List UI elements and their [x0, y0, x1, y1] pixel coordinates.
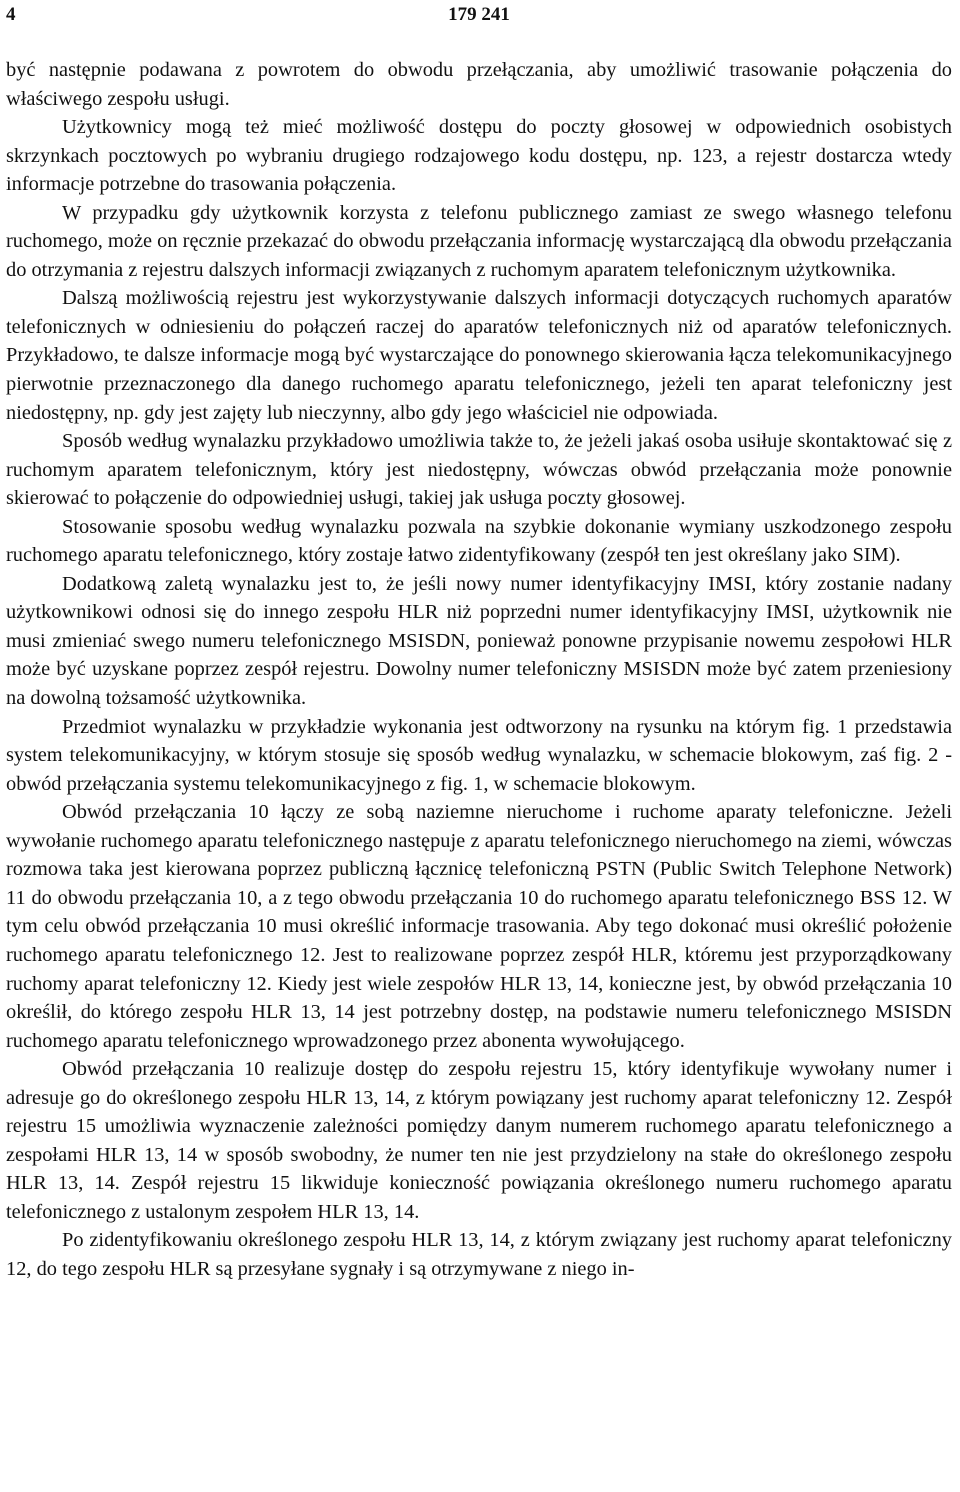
paragraph: być następnie podawana z powrotem do obwodu przełączania, aby umożliwić trasowanie połączenia do właściwego zespołu usługi.	[6, 59, 952, 110]
paragraph: Stosowanie sposobu według wynalazku pozwala na szybkie dokonanie wymiany uszkodzonego zespołu ruchomego aparatu telefonicznego, który zostaje łatwo zidentyfikowany (zespół ten jest określany jako SIM).	[6, 515, 952, 567]
document-page	[6, 0, 952, 1284]
paragraph: Dalszą możliwością rejestru jest wykorzystywanie dalszych informacji dotyczących ruchomych aparatów telefonicznych w odniesieniu do połączeń raczej do aparatów telefonicznych niż od aparatów telefonicznych. Przykładowo, te dalsze informacje mogą być wystarczające do ponownego skierowania łącza telekomunikacyjnego pierwotnie przeznaczonego dla danego ruchomego aparatu telefonicznego, jeżeli ten aparat telefoniczny jest niedostępny, np. gdy jest zajęty lub nieczynny, albo gdy jego właściciel nie odpowiada.	[6, 287, 952, 424]
paragraph: Przedmiot wynalazku w przykładzie wykonania jest odtworzony na rysunku na którym fig. 1 przedstawia system telekomunikacyjny, w którym stosuje się sposób według wynalazku, w schemacie blokowym, zaś fig. 2 - obwód przełączania systemu telekomunikacyjnego z fig. 1, w schemacie blokowym.	[6, 715, 952, 795]
document-body	[6, 56, 952, 1284]
paragraph: Po zidentyfikowaniu określonego zespołu HLR 13, 14, z którym związany jest ruchomy aparat telefoniczny 12, do tego zespołu HLR są przesyłane sygnały i są otrzymywane z niego in-	[6, 1229, 952, 1280]
paragraph: Obwód przełączania 10 realizuje dostęp do zespołu rejestru 15, który identyfikuje wywołany numer i adresuje go do określonego zespołu HLR 13, 14, z którym powiązany jest ruchomy aparat telefoniczny 12. Zespół rejestru 15 umożliwia wyznaczenie zależności pomiędzy danym numerem ruchomego aparatu telefonicznego a zespołami HLR 13, 14 w sposób swobodny, że numer ten nie jest przydzielony na stałe do określonego zespołu HLR 13, 14. Zespół rejestru 15 likwiduje konieczność powiązania określonego numeru ruchomego aparatu telefonicznego z ustalonym zespołem HLR 13, 14.	[6, 1058, 952, 1223]
page-number: 4	[6, 4, 16, 25]
paragraph: Obwód przełączania 10 łączy ze sobą naziemne nieruchome i ruchome aparaty telefoniczne. Jeżeli wywołanie ruchomego aparatu telefonicznego następuje z aparatu telefonicznego nieruchomego na ziemi, wówczas rozmowa taka jest kierowana poprzez publiczną łącznicę telefoniczną PSTN (Public Switch Telephone Network) 11 do obwodu przełączania 10, a z tego obwodu przełączania 10 do ruchomego aparatu telefonicznego BSS 12. W tym celu obwód przełączania 10 musi określić informacje trasowania. Aby tego dokonać musi określić położenie ruchomego aparatu telefonicznego 12. Jest to realizowane poprzez zespół HLR, któremu jest przyporządkowany ruchomy aparat telefoniczny 12. Kiedy jest wiele zespołów HLR 13, 14, konieczne jest, by obwód przełączania 10 określił, do którego zespołu HLR 13, 14 jest potrzebny dostęp, na podstawie numeru telefonicznego MSISDN ruchomego aparatu telefonicznego wprowadzonego przez abonenta wywołującego.	[6, 801, 952, 1052]
paragraph: Sposób według wynalazku przykładowo umożliwia także to, że jeżeli jakaś osoba usiłuje skontaktować się z ruchomym aparatem telefonicznym, który jest niedostępny, wówczas obwód przełączania może ponownie skierować to połączenie do odpowiedniej usługi, takiej jak usługa poczty głosowej.	[6, 430, 952, 510]
paragraph: Dodatkową zaletą wynalazku jest to, że jeśli nowy numer identyfikacyjny IMSI, który zostanie nadany użytkownikowi odnosi się do innego zespołu HLR niż poprzedni numer identyfikacyjny IMSI, użytkownik nie musi zmieniać swego numeru telefonicznego MSISDN, ponieważ ponowne przypisanie nowemu zespołowi HLR może być uzyskane poprzez zespół rejestru. Dowolny numer telefoniczny MSISDN może być zatem przeniesiony na dowolną tożsamość użytkownika.	[6, 572, 952, 710]
paragraph: Użytkownicy mogą też mieć możliwość dostępu do poczty głosowej w odpowiednich osobistych skrzynkach pocztowych po wybraniu drugiego rodzajowego kodu dostępu, np. 123, a rejestr dostarcza wtedy informacje potrzebne do trasowania połączenia.	[6, 116, 952, 196]
patent-number: 179 241	[448, 4, 510, 25]
paragraph: W przypadku gdy użytkownik korzysta z telefonu publicznego zamiast ze swego własnego telefonu ruchomego, może on ręcznie przekazać do obwodu przełączania informację wystarczającą dla obwodu przełączania do otrzymania z rejestru dalszych informacji związanych z ruchomym aparatem telefonicznym użytkownika.	[6, 201, 952, 281]
page-header	[6, 0, 952, 34]
